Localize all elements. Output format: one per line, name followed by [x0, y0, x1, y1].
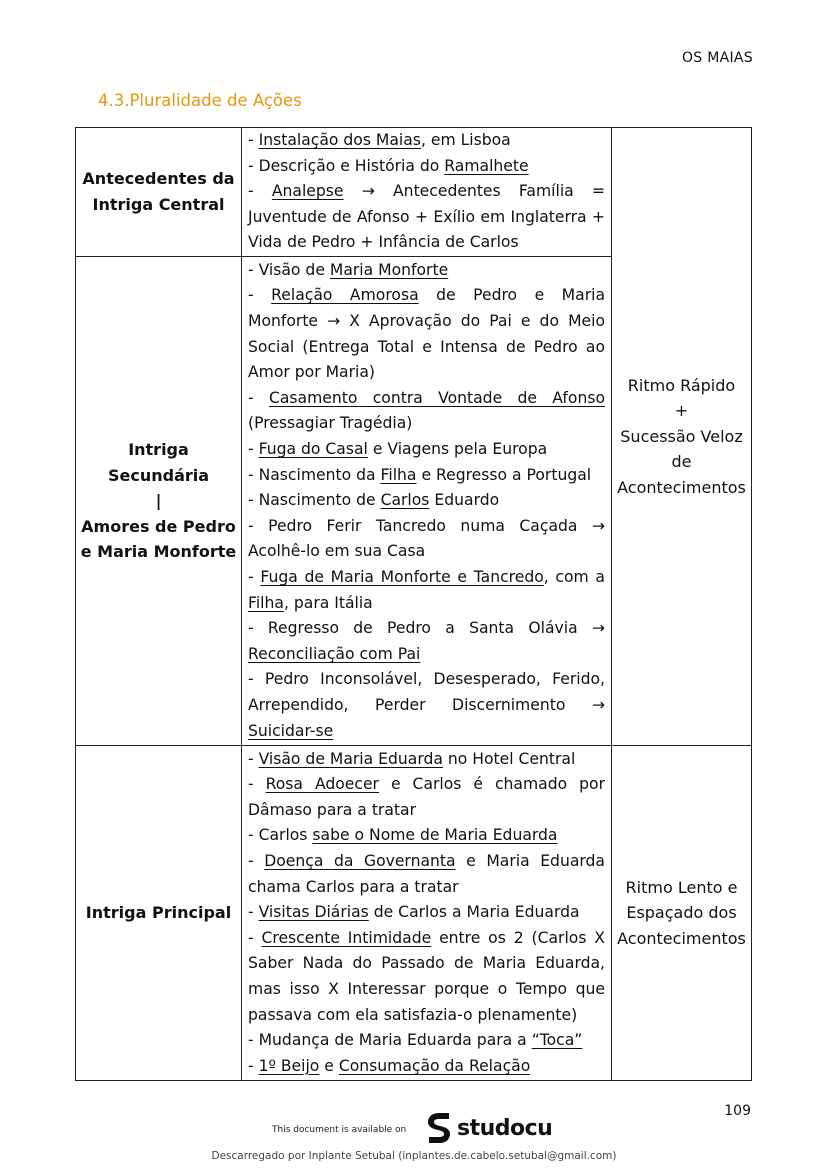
row-label-line: | [155, 491, 162, 511]
content-line [248, 539, 605, 565]
page-number: 109 [724, 1103, 751, 1119]
text-segment: Social (Entrega Total e Intensa de Pedro ao [248, 337, 605, 356]
studocu-brand-text: studocu [457, 1115, 553, 1141]
text-segment: , para Itália [283, 593, 373, 612]
text-segment: - Carlos [248, 826, 313, 845]
underlined-text: Relação Amorosa [271, 286, 419, 305]
underlined-text: Ramalhete [444, 156, 529, 175]
table-row [76, 128, 752, 257]
text-segment: Arrependido, Perder Discernimento → [248, 695, 605, 714]
rhythm-line: Acontecimentos [617, 477, 746, 497]
content-line [248, 719, 605, 745]
text-segment: - [248, 567, 261, 586]
text-segment: Acolhê-lo em sua Casa [248, 542, 426, 561]
row-label-principal [76, 745, 242, 1080]
content-line [248, 205, 605, 231]
content-line [248, 1028, 605, 1054]
rhythm-line: Sucessão Veloz [620, 426, 743, 446]
content-line [248, 258, 605, 284]
row-label-antecedentes [76, 128, 242, 257]
text-segment: - Pedro Inconsolável, Desesperado, Ferido, [248, 670, 605, 689]
row-label-line: Antecedentes da [82, 169, 235, 189]
text-segment: - [248, 182, 272, 201]
available-on-text: This document is available on [272, 1125, 407, 1135]
content-line [248, 514, 605, 540]
underlined-text: Fuga do Casal [258, 439, 368, 458]
content-line [248, 747, 605, 773]
text-segment: - [248, 388, 269, 407]
content-line [248, 360, 605, 386]
content-line [248, 1003, 605, 1029]
content-line [248, 823, 605, 849]
text-segment: mas isso X Interessar porque o Tempo que [248, 979, 605, 998]
text-segment: e Carlos é chamado por [378, 775, 606, 794]
content-line [248, 772, 605, 798]
text-segment: - Nascimento da [248, 465, 381, 484]
rhythm-slow-cell [612, 745, 752, 1080]
rhythm-line: Espaçado dos [626, 903, 737, 923]
underlined-text: Doença da Governanta [264, 851, 456, 870]
underlined-text: Filha [380, 465, 417, 484]
underlined-text: Carlos [380, 491, 430, 510]
table-row [76, 745, 752, 1080]
text-segment: Juventude de Afonso + Exílio em Inglaterra + [248, 207, 605, 226]
content-line [248, 642, 605, 668]
content-line [248, 926, 605, 952]
content-line [248, 798, 605, 824]
row-content-secundaria [242, 256, 612, 745]
text-segment: - Descrição e História do [248, 156, 445, 175]
content-line [248, 283, 605, 309]
plot-table [75, 127, 752, 1081]
studocu-logo[interactable] [425, 1111, 552, 1145]
underlined-text: Visão de Maria Eduarda [258, 749, 443, 768]
text-segment: → Antecedentes Família = [343, 182, 605, 201]
text-segment: - Regresso de Pedro a Santa Olávia → [248, 619, 605, 638]
row-content-antecedentes [242, 128, 612, 257]
row-label-line: Intriga Principal [85, 903, 232, 923]
underlined-text: Visitas Diárias [258, 903, 369, 922]
underlined-text: Reconciliação com Pai [248, 644, 421, 663]
underlined-text: Rosa Adoecer [265, 775, 379, 794]
rhythm-line: de [671, 452, 692, 472]
rhythm-line: Acontecimentos [617, 928, 746, 948]
content-line [248, 179, 605, 205]
text-segment: Amor por Maria) [248, 363, 375, 382]
text-segment: e Viagens pela Europa [367, 439, 548, 458]
text-segment: , em Lisboa [420, 131, 511, 149]
text-segment: e [319, 1056, 339, 1075]
rhythm-fast-cell [612, 128, 752, 746]
content-line [248, 154, 605, 180]
underlined-text: Analepse [271, 182, 344, 201]
content-line [248, 488, 605, 514]
underlined-text: sabe o Nome de Maria Eduarda [312, 826, 558, 845]
content-line [248, 591, 605, 617]
rhythm-line: Ritmo Lento e [625, 877, 738, 897]
text-segment: - [248, 131, 259, 149]
rhythm-line: + [674, 401, 689, 421]
row-label-line: Intriga Secundária [107, 439, 210, 485]
text-segment: - [248, 928, 262, 947]
text-segment: (Pressagiar Tragédia) [248, 414, 413, 433]
underlined-text: Crescente Intimidade [261, 928, 432, 947]
text-segment: - Nascimento de [248, 491, 381, 510]
document-header-title: OS MAIAS [681, 50, 753, 66]
studocu-logo-icon [425, 1111, 453, 1145]
text-segment: - [248, 775, 266, 794]
text-segment: Eduardo [429, 491, 500, 510]
text-segment: - Pedro Ferir Tancredo numa Caçada → [248, 516, 605, 535]
text-segment: Monforte → X Aprovação do Pai e do Meio [248, 312, 605, 331]
content-line [248, 565, 605, 591]
text-segment: - [248, 903, 259, 922]
content-line [248, 900, 605, 926]
text-segment: no Hotel Central [442, 749, 576, 768]
section-title: 4.3.Pluralidade de Ações [98, 91, 302, 110]
text-segment: - Mudança de Maria Eduarda para a [248, 1031, 532, 1050]
download-attribution: Descarregado por Inplante Setubal (inplantes.de.cabelo.setubal@gmail.com) [211, 1150, 617, 1162]
content-line [248, 463, 605, 489]
text-segment: e Regresso a Portugal [416, 465, 592, 484]
text-segment: - Visão de [248, 260, 330, 279]
content-line [248, 667, 605, 693]
row-content-principal [242, 745, 612, 1080]
text-segment: chama Carlos para a tratar [248, 877, 459, 896]
content-line [248, 977, 605, 1003]
content-line [248, 335, 605, 361]
row-label-line: Amores de Pedro [81, 516, 236, 536]
row-label-line: Intriga Central [92, 194, 225, 214]
content-line [248, 616, 605, 642]
underlined-text: Consumação da Relação [338, 1056, 531, 1075]
text-segment: - [248, 851, 265, 870]
content-line [248, 411, 605, 437]
content-line [248, 693, 605, 719]
text-segment: , com a [543, 567, 605, 586]
underlined-text: Maria Monforte [329, 260, 449, 279]
underlined-text: Casamento contra Vontade de Afonso [268, 388, 605, 407]
text-segment: de Carlos a Maria Eduarda [368, 903, 580, 922]
content-line [248, 951, 605, 977]
row-label-secundaria [76, 256, 242, 745]
underlined-text: Suicidar-se [248, 721, 334, 740]
text-segment: de Pedro e Maria [418, 286, 605, 305]
text-segment: Saber Nada do Passado de Maria Eduarda, [248, 954, 605, 973]
text-segment: passava com ela satisfazia-o plenamente) [248, 1005, 578, 1024]
content-line [248, 437, 605, 463]
underlined-text: Fuga de Maria Monforte e Tancredo [260, 567, 544, 586]
text-segment: e Maria Eduarda [455, 851, 605, 870]
content-line [248, 309, 605, 335]
underlined-text: “Toca” [531, 1031, 583, 1050]
rhythm-line: Ritmo Rápido [627, 375, 736, 395]
content-line [248, 849, 605, 875]
text-segment: Vida de Pedro + Infância de Carlos [248, 233, 519, 252]
underlined-text: 1º Beijo [258, 1056, 320, 1075]
text-segment: entre os 2 (Carlos X [431, 928, 605, 947]
content-line [248, 128, 605, 154]
content-line [248, 230, 605, 256]
content-line [248, 1054, 605, 1080]
text-segment: - [248, 286, 272, 305]
text-segment: - [248, 749, 259, 768]
text-segment: Dâmaso para a tratar [248, 800, 416, 819]
text-segment: - [248, 439, 259, 458]
row-label-line: e Maria Monforte [80, 542, 237, 562]
text-segment: - [248, 1056, 259, 1075]
underlined-text: Filha [248, 593, 284, 612]
underlined-text: Instalação dos Maias [258, 131, 421, 149]
content-line [248, 875, 605, 901]
content-line [248, 386, 605, 412]
